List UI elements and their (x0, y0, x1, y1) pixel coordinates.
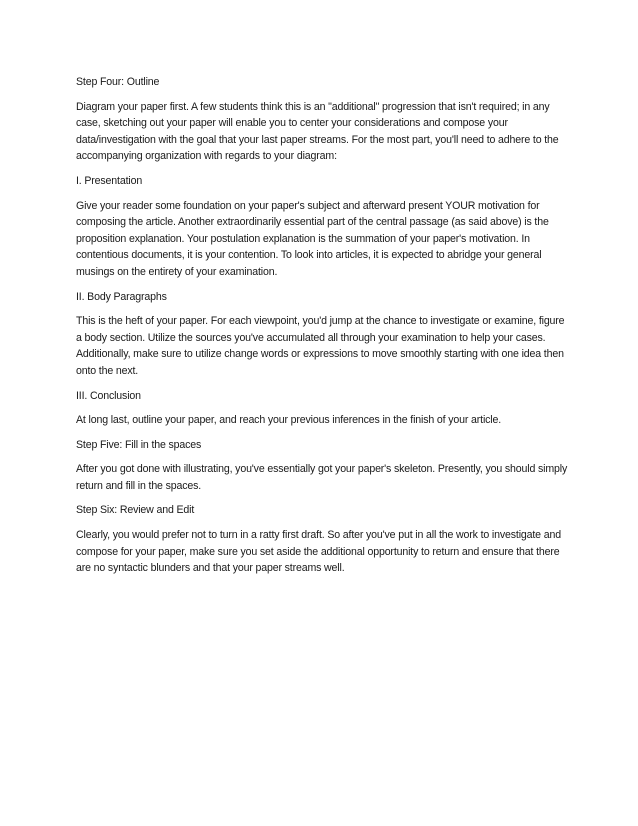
paragraph-conclusion: At long last, outline your paper, and reach your previous inferences in the finish of your article. (76, 414, 502, 427)
paragraph-presentation: Give your reader some foundation on your paper's subject and afterward present YOUR motivation for composing the article. Another extraordinarily essential part of the central passage (as said above) is the proposition explanation. Your postulation explanation is the summation of your paper's motivation. In contentious documents, it is your contention. To look into articles, it is expected to abridge your general musings on the entirety of your examination. (76, 199, 549, 278)
document-page (76, 74, 570, 585)
heading-body-paragraphs: II. Body Paragraphs (76, 290, 167, 303)
heading-step-four: Step Four: Outline (76, 76, 160, 88)
heading-presentation: I. Presentation (76, 174, 143, 187)
heading-step-six: Step Six: Review and Edit (76, 504, 195, 517)
paragraph-step-five: After you got done with illustrating, you've essentially got your paper's skeleton. Presently, you should simply return and fill in the spaces. (76, 463, 568, 492)
heading-conclusion: III. Conclusion (76, 389, 141, 402)
paragraph-step-four: Diagram your paper first. A few students think this is an "additional" progression that isn't required; in any case, sketching out your paper will enable you to center your considerations and compose your data/investigation with the goal that your last paper streams. For the most part, you'll need to adhere to the accompanying organization with regards to your diagram: (76, 100, 559, 163)
paragraph-step-six: Clearly, you would prefer not to turn in a ratty first draft. So after you've put in all the work to investigate and compose for your paper, make sure you set aside the additional opportunity to return and ensure that there are no syntactic blunders and that your paper streams well. (76, 529, 561, 575)
paragraph-body-paragraphs: This is the heft of your paper. For each viewpoint, you'd jump at the chance to investigate or examine, figure a body section. Utilize the sources you've accumulated all through your examination to help your cases. Additionally, make sure to utilize change words or expressions to move smoothly starting with one idea then onto the next. (76, 315, 565, 377)
heading-step-five: Step Five: Fill in the spaces (76, 438, 202, 451)
